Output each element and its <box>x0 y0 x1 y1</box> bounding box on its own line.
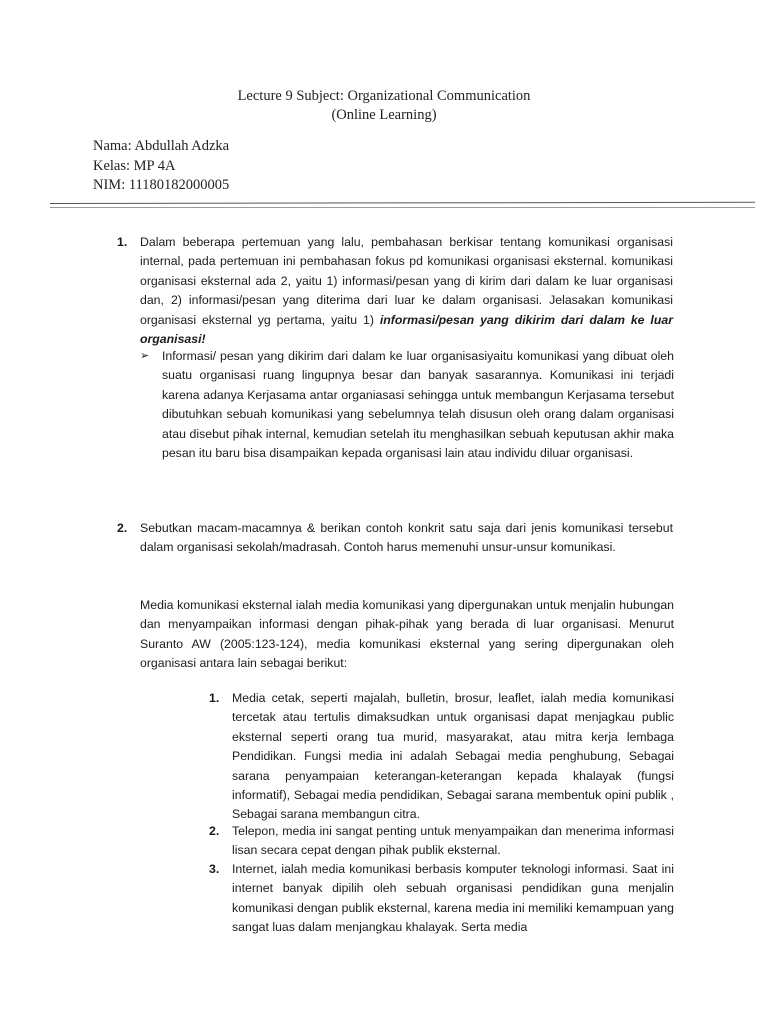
question-1-text <box>140 233 673 349</box>
list-item <box>232 860 674 938</box>
document-subtitle: (Online Learning) <box>331 107 437 123</box>
list-item-number: 2. <box>209 824 220 838</box>
question-2-text: Sebutkan macam-macamnya & berikan contoh konkrit satu saja dari jenis komunikasi tersebut dalam organisasi sekolah/madrasah. Contoh harus memenuhi unsur-unsur komunikasi. <box>140 521 673 555</box>
list-item-text: Internet, ialah media komunikasi berbasis komputer teknologi informasi. Saat ini internet banyak dipilih oleh sebuah organisasi pendidikan guna menjalin komunikasi dengan publik eksternal, karena media ini memiliki kemampuan yang sangat luas dalam menjangkau khalayak. Serta media <box>232 862 674 935</box>
arrow-bullet-icon: ➢ <box>140 350 150 362</box>
question-1 <box>140 233 673 349</box>
question-2-number: 2. <box>117 521 128 535</box>
header-divider <box>50 202 755 204</box>
list-item-text: Telepon, media ini sangat penting untuk menyampaikan dan menerima informasi lisan secara cepat dengan pihak publik eksternal. <box>232 824 674 858</box>
answer-2-intro-text: Media komunikasi eksternal ialah media komunikasi yang dipergunakan untuk menjalin hubungan dan menyampaikan informasi dengan pihak-pihak yang beradа di luar organisasi. Menurut Suranto AW (2005:123-124), media komunikasi eksternal yang sering dipergunakan oleh organisasi antara lain sebagai berikut: <box>140 598 674 671</box>
list-item-number: 1. <box>209 691 220 705</box>
student-class: Kelas: MP 4A <box>93 157 176 174</box>
question-1-emphasis: informasi/pesan yang dikirim dari dalam ke luar organisasi! <box>140 312 673 347</box>
question-2 <box>140 519 673 558</box>
header-divider-thin <box>50 207 755 208</box>
document-title: Lecture 9 Subject: Organizational Communication <box>237 88 531 104</box>
answer-1 <box>162 347 674 463</box>
question-1-body: Dalam beberapa pertemuan yang lalu, pembahasan berkisar tentang komunikasi organisasi internal, pada pertemuan ini pembahasan fokus pd komunikasi organisasi eksternal. komunikasi organisasi eksternal ada 2, yaitu 1) informasi/pesan yang di kirim dari dalam ke luar organisasi dan, 2) informasi/pesan yang diterima dari luar ke dalam organisasi. Jelasakan komunikasi organisasi eksternal yg pertama, yaitu 1) <box>140 235 673 327</box>
answer-2-intro <box>140 596 674 674</box>
student-info <box>93 137 229 196</box>
student-name: Nama: Abdullah Adzka <box>93 138 230 154</box>
list-item <box>232 822 674 861</box>
answer-1-text: Informasi/ pesan yang dikirim dari dalam ke luar organisasiyaitu komunikasi yang dibuat oleh suatu organisasi ruang lingupnya besar dan banyak sasarannya. Komunikasi ini terjadi karena adanya Kerjasama antar organiasasi sehingga untuk membangun Kerjasama tersebut dibutuhkan sebuah komunikasi yang sebelumnya telah disusun oleh orang dalam organisasi atau disebut pihak internal, kemudian setelah itu menghasilkan sebuah keputusan akhir maka pesan itu baru bisa disampaikan kepada organisasi lain atau individu diluar organisasi. <box>162 349 674 461</box>
list-item-number: 3. <box>209 862 220 876</box>
question-1-number: 1. <box>117 235 128 249</box>
list-item <box>232 689 674 825</box>
student-nim: NIM: 11180182000005 <box>93 177 230 193</box>
list-item-text: Media cetak, seperti majalah, bulletin, brosur, leaflet, ialah media komunikasi tercetak atau tertulis dimaksudkan untuk organisasi dapat menjagkau public eksternal seperti orang tua murid, masyarakat, atau mitra kerja lembaga Pendidikan. Fungsi media ini adalah Sebagai media penghubung, Sebagai sarana penyampaian keterangan-keterangan kepada khalayak (fungsi informatif), Sebagai media pendidikan, Sebagai sarana membentuk opini publik , Sebagai sarana membangun citra. <box>232 691 674 822</box>
